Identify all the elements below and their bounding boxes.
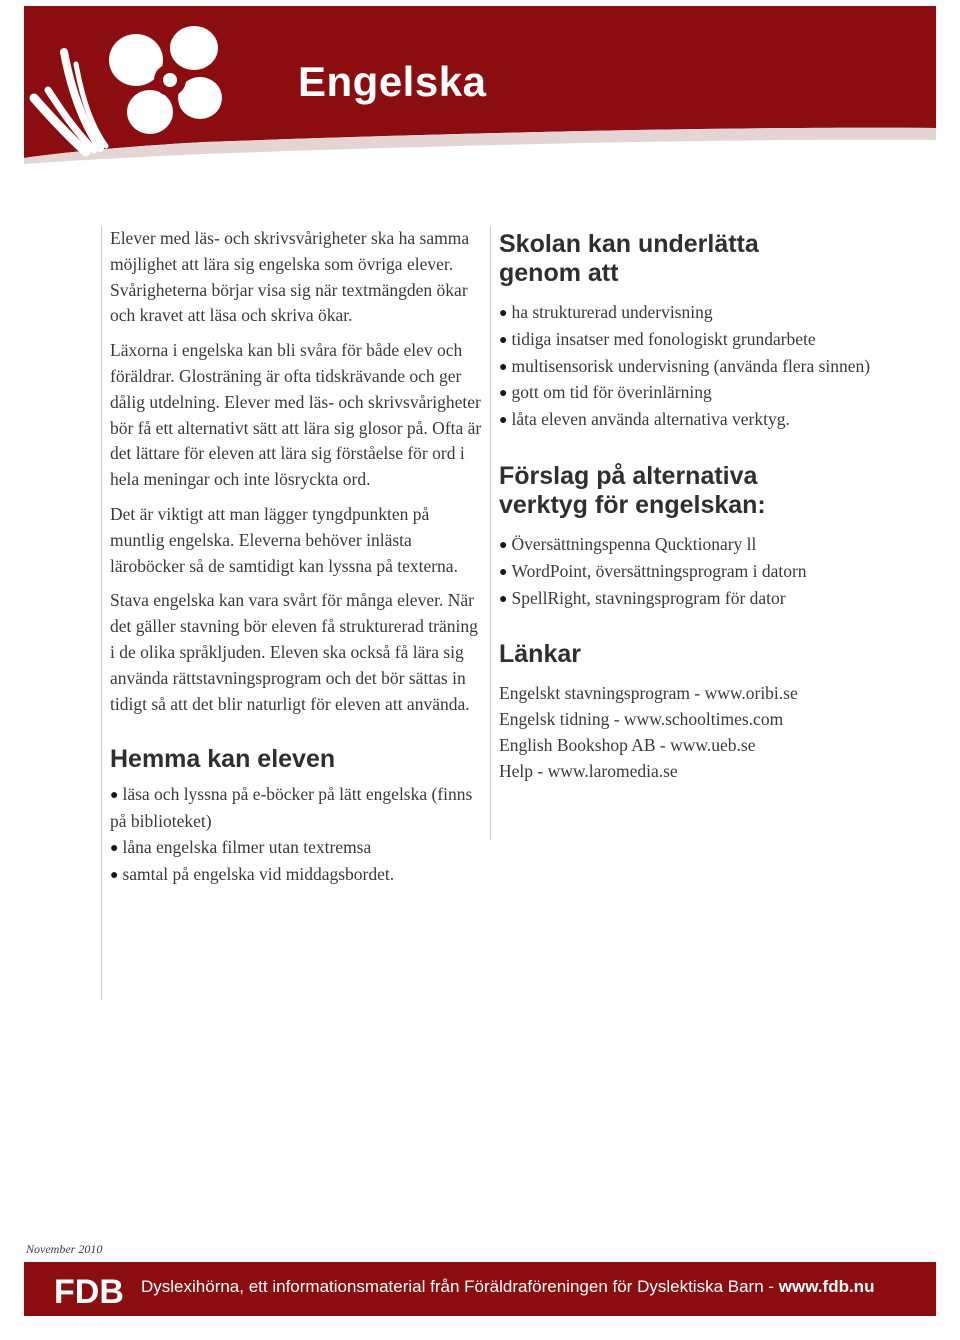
- bullet-icon: ●: [110, 867, 119, 883]
- intro-paragraph: Elever med läs- och skrivsvårigheter ska ha samma möjlighet att lära sig engelska som övriga elever. Svårigheterna börjar visa sig när textmängden ökar och kravet att läsa och skriva ökar.: [110, 228, 470, 326]
- footer-bar: [24, 1262, 936, 1316]
- link-item[interactable]: Engelsk tidning - www.schooltimes.com: [499, 709, 784, 730]
- list-item: ● SpellRight, stavningsprogram för dator: [499, 587, 786, 608]
- footer-link[interactable]: www.fdb.nu: [778, 1277, 875, 1296]
- links-list: [499, 681, 910, 784]
- link-item[interactable]: Help - www.laromedia.se: [499, 760, 678, 781]
- link-item[interactable]: Engelskt stavningsprogram - www.oribi.se: [499, 683, 798, 704]
- bullet-icon: ●: [110, 840, 119, 856]
- bullet-icon: ●: [499, 564, 508, 580]
- home-heading: Hemma kan eleven: [110, 745, 336, 774]
- list-item: ● WordPoint, översättningsprogram i datorn: [499, 560, 807, 581]
- right-column: [490, 226, 910, 840]
- homework-paragraph: Läxorna i engelska kan bli svåra för både elev och föräldrar. Glosträning är ofta tidskrävande och ger dålig utdelning. Elever med läs- och skrivsvårigheter bör få ett alternativt sätt att lära sig glosor på. Ofta är det lättare för eleven att lära sig förståelse för ord i hela meningar och inte lösryckta ord.: [110, 340, 482, 490]
- bullet-icon: ●: [499, 591, 508, 607]
- list-item: ● samtal på engelska vid middagsbordet.: [110, 863, 395, 884]
- page-title: Engelska: [298, 58, 487, 105]
- bullet-icon: ●: [499, 359, 508, 375]
- fdb-logo-icon: [52, 1268, 126, 1310]
- links-heading: Länkar: [499, 640, 581, 669]
- publication-date: November 2010: [26, 1242, 103, 1256]
- list-item: ● läsa och lyssna på e-böcker på lätt engelska (finns på biblioteket): [110, 784, 473, 832]
- bullet-icon: ●: [499, 306, 508, 321]
- school-list: [499, 300, 910, 434]
- school-heading: Skolan kan underlätta genom att: [499, 230, 759, 287]
- fdb-logo-text: FDB: [54, 1273, 124, 1310]
- link-item[interactable]: English Bookshop AB - www.ueb.se: [499, 734, 756, 755]
- footer-text: Dyslexihörna, ett informationsmaterial från Föräldraföreningen för Dyslektiska Barn - www.fdb.nu: [141, 1277, 875, 1296]
- list-item: ● Översättningspenna Qucktionary ll: [499, 533, 757, 554]
- tools-heading: Förslag på alternativa verktyg för engelskan:: [499, 461, 766, 519]
- spelling-paragraph: Stava engelska kan vara svårt för många elever. När det gäller stavning bör eleven få strukturerad träning i de olika språkljuden. Eleven ska också få lära sig använda rättstavningsprogram och det bör sättas in tidigt så att det blir naturligt för eleven att använda.: [110, 590, 478, 714]
- home-list: [110, 782, 485, 888]
- bullet-icon: ●: [499, 332, 508, 348]
- bullet-icon: ●: [499, 413, 508, 429]
- bullet-icon: ●: [499, 386, 508, 402]
- list-item: ● låna engelska filmer utan textremsa: [110, 836, 372, 857]
- header-banner: [24, 6, 936, 164]
- oral-english-paragraph: Det är viktigt att man lägger tyngdpunkten på muntlig engelska. Eleverna behöver inlästa läroböcker så de samtidigt kan lyssna på texterna.: [110, 503, 458, 576]
- list-item: ● ha strukturerad undervisning: [499, 302, 713, 322]
- bullet-icon: ●: [110, 788, 119, 804]
- list-item: ● gott om tid för överinlärning: [499, 382, 712, 403]
- list-item: ● multisensorisk undervisning (använda flera sinnen): [499, 355, 871, 376]
- bullet-icon: ●: [499, 537, 508, 553]
- left-column: [101, 226, 485, 1000]
- tools-list: [499, 532, 910, 612]
- list-item: ● tidiga insatser med fonologiskt grundarbete: [499, 328, 816, 349]
- list-item: ● låta eleven använda alternativa verktyg.: [499, 409, 790, 430]
